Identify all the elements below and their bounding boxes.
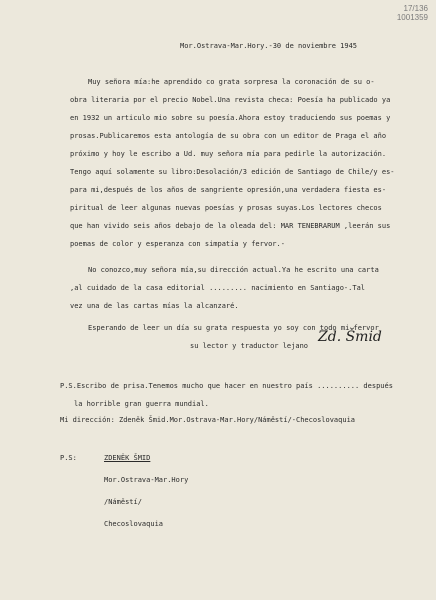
archive-ref-1: 17/136 xyxy=(403,4,428,13)
address-line: Mi dirección: Zdeněk Šmid.Mor.Ostrava-Mar.Hory/Náměstí/-Checoslovaquia xyxy=(60,416,356,424)
ps-name: ZDENĚK ŠMID xyxy=(104,454,151,462)
closing-line: Esperando de leer un día su grata respuesta yo soy con todo mi fervor xyxy=(88,324,379,332)
body-line: No conozco,muy señora mía,su dirección actual.Ya he escrito una carta xyxy=(88,266,379,274)
handwritten-signature: Zd. Šmid xyxy=(318,329,382,345)
postscript-line: P.S.Escribo de prisa.Tenemos mucho que hacer en nuestro país .......... después xyxy=(60,382,393,390)
body-line: para mi,después de los años de sangriente opresión,una verdadera fiesta es- xyxy=(70,186,387,194)
body-line: vez una de las cartas mías la alcanzaré. xyxy=(70,302,239,310)
body-line: próximo y hoy le escribo a Ud. muy señora mía para pedirle la autorización. xyxy=(70,150,387,158)
date-line: Mor.Ostrava-Mar.Hory.-30 de noviembre 1945 xyxy=(180,42,358,50)
archive-ref-2: 1001359 xyxy=(396,13,428,22)
postscript-line: la horrible gran guerra mundial. xyxy=(74,400,209,408)
ps-address-line: /Náměstí/ xyxy=(104,498,142,506)
body-line: piritual de leer algunas nuevas poesías y prosas suyas.Los lectores checos xyxy=(70,204,382,212)
body-line: obra literaria por el precio Nobel.Una revista checa: Poesía ha publicado ya xyxy=(70,96,391,104)
body-line: poemas de color y esperanza con simpatía y fervor.- xyxy=(70,240,285,248)
ps-address-line: Checoslovaquia xyxy=(104,520,164,528)
body-line: ,al cuidado de la casa editorial ......... nacimiento en Santiago-.Tal xyxy=(70,284,366,292)
body-line: prosas.Publicaremos esta antología de su obra con un editor de Praga el año xyxy=(70,132,387,140)
ps-label: P.S: xyxy=(60,454,77,462)
closing-line: su lector y traductor lejano xyxy=(190,342,309,350)
archive-reference xyxy=(397,4,428,22)
body-line: en 1932 un articulo mio sobre su poesía.Ahora estoy traduciendo sus poemas y xyxy=(70,114,391,122)
body-line: que han vivido seis años debajo de la oleada del: MAR TENEBRARUM ,leerán sus xyxy=(70,222,391,230)
ps-address-line: Mor.Ostrava-Mar.Hory xyxy=(104,476,189,484)
body-line: Muy señora mía:he aprendido co grata sorpresa la coronación de su o- xyxy=(88,78,375,86)
body-line: Tengo aquí solamente su libro:Desolación/3 edición de Santiago de Chile/y es- xyxy=(70,168,395,176)
